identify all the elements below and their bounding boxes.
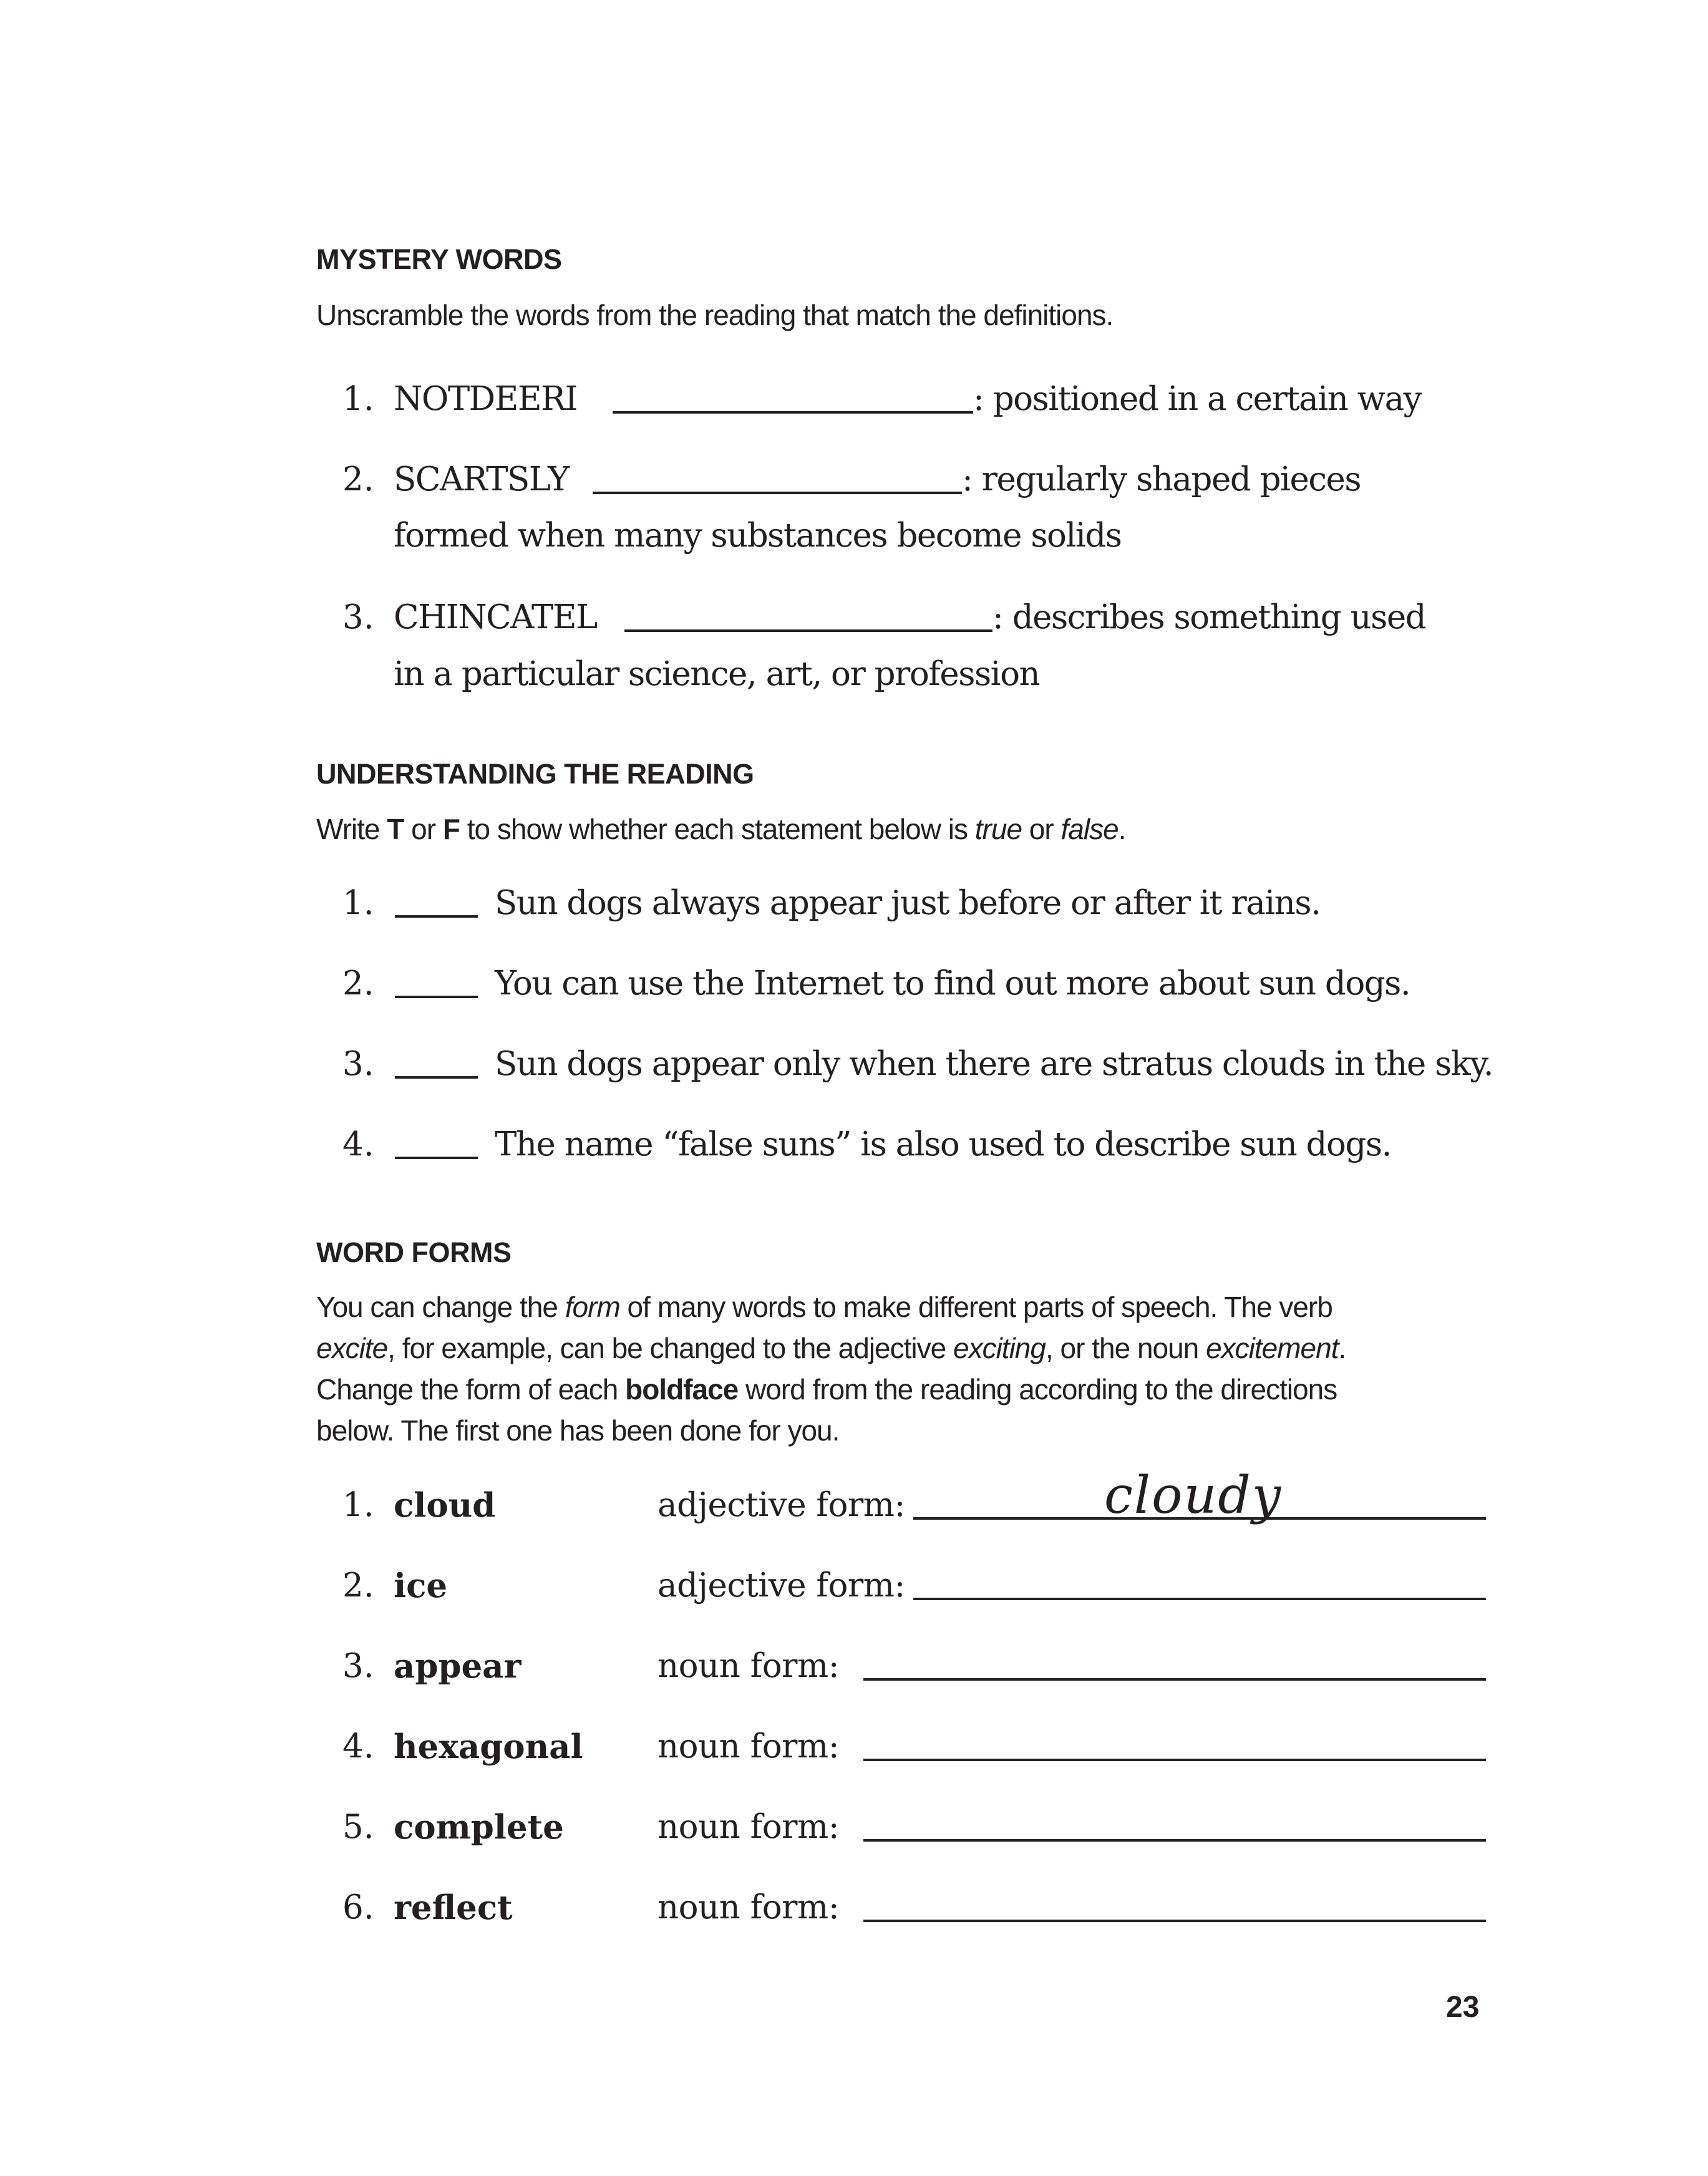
- tf-answer-blank[interactable]: [395, 1076, 478, 1079]
- mystery-answer-blank[interactable]: [613, 411, 973, 414]
- word-form-base-word: reflect: [394, 1888, 513, 1927]
- tf-item-number: 2.: [342, 964, 374, 1003]
- handwritten-answer: cloudy: [1104, 1466, 1283, 1525]
- word-form-base-word: complete: [394, 1808, 564, 1847]
- word-form-item-number: 1.: [342, 1486, 374, 1524]
- word-form-item-number: 5.: [342, 1808, 374, 1846]
- mystery-scrambled-word: SCARTSLY: [394, 460, 569, 498]
- word-forms-paragraph-line-3: Change the form of each boldface word from the reading according to the directions: [316, 1373, 1337, 1406]
- mystery-item-number: 3.: [342, 598, 374, 636]
- page-number: 23: [1446, 1991, 1480, 2024]
- mystery-definition: : describes something used: [992, 598, 1426, 636]
- word-form-item-number: 3.: [342, 1647, 374, 1685]
- word-form-label: noun form:: [657, 1647, 840, 1685]
- word-form-item-number: 2.: [342, 1566, 374, 1605]
- mystery-answer-blank[interactable]: [624, 629, 992, 632]
- word-form-answer-blank[interactable]: [863, 1759, 1486, 1761]
- word-form-label: noun form:: [657, 1888, 840, 1926]
- word-form-base-word: appear: [394, 1647, 522, 1686]
- tf-answer-blank[interactable]: [395, 996, 478, 998]
- mystery-scrambled-word: NOTDEERI: [394, 380, 577, 418]
- word-form-base-word: hexagonal: [394, 1727, 583, 1766]
- mystery-scrambled-word: CHINCATEL: [394, 598, 597, 636]
- word-forms-paragraph-line-1: You can change the form of many words to make different parts of speech. The verb: [316, 1291, 1332, 1323]
- word-form-label: adjective form:: [657, 1486, 905, 1524]
- word-forms-paragraph-line-2: excite, for example, can be changed to the adjective exciting, or the noun excitement.: [316, 1332, 1346, 1364]
- understanding-instruction: Write T or F to show whether each statement below is true or false.: [316, 813, 1126, 845]
- tf-statement: Sun dogs always appear just before or after it rains.: [495, 884, 1321, 922]
- word-form-answer-blank[interactable]: [863, 1920, 1486, 1922]
- word-forms-paragraph-line-4: below. The first one has been done for you.: [316, 1414, 840, 1447]
- mystery-item-number: 1.: [342, 380, 374, 418]
- mystery-definition-continued: in a particular science, art, or profession: [394, 655, 1040, 693]
- tf-item-number: 3.: [342, 1045, 374, 1083]
- word-form-label: noun form:: [657, 1808, 840, 1846]
- tf-item-number: 4.: [342, 1125, 374, 1163]
- tf-item-number: 1.: [342, 884, 374, 922]
- mystery-answer-blank[interactable]: [593, 492, 962, 494]
- word-form-item-number: 6.: [342, 1888, 374, 1926]
- mystery-words-instruction: Unscramble the words from the reading that match the definitions.: [316, 299, 1114, 331]
- tf-statement: The name “false suns” is also used to describe sun dogs.: [495, 1125, 1391, 1163]
- word-form-item-number: 4.: [342, 1727, 374, 1766]
- word-form-base-word: cloud: [394, 1486, 496, 1525]
- tf-answer-blank[interactable]: [395, 915, 478, 918]
- word-form-answer-blank[interactable]: [913, 1598, 1486, 1600]
- word-form-base-word: ice: [394, 1566, 448, 1605]
- mystery-definition: : regularly shaped pieces: [962, 460, 1361, 498]
- mystery-words-heading: MYSTERY WORDS: [316, 243, 562, 275]
- word-form-label: adjective form:: [657, 1566, 905, 1605]
- word-form-label: noun form:: [657, 1727, 840, 1766]
- mystery-definition: : positioned in a certain way: [973, 380, 1422, 418]
- word-forms-heading: WORD FORMS: [316, 1236, 512, 1268]
- mystery-definition-continued: formed when many substances become solids: [394, 517, 1122, 555]
- tf-statement: You can use the Internet to find out more about sun dogs.: [495, 964, 1410, 1003]
- word-form-answer-blank[interactable]: [863, 1839, 1486, 1842]
- tf-statement: Sun dogs appear only when there are stratus clouds in the sky.: [495, 1045, 1493, 1083]
- mystery-item-number: 2.: [342, 460, 374, 498]
- tf-answer-blank[interactable]: [395, 1157, 478, 1159]
- understanding-heading: UNDERSTANDING THE READING: [316, 758, 754, 790]
- word-form-answer-blank[interactable]: [863, 1678, 1486, 1681]
